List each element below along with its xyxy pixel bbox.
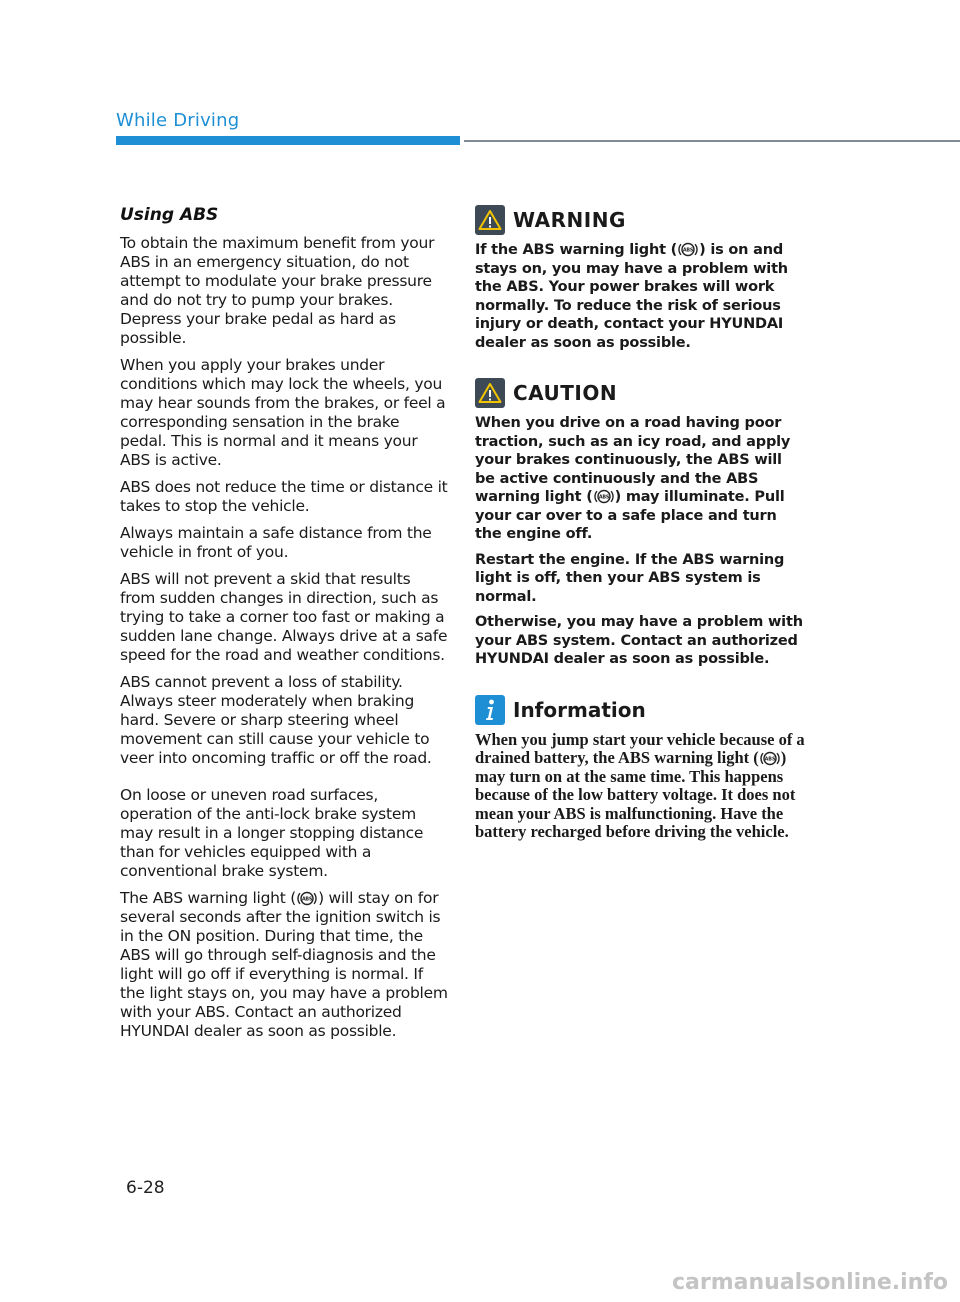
information-title: Information [513, 697, 646, 722]
warning-text: If the ABS warning light ( ABS ) is on and stays on, you may have a problem with the ABS. Your power brakes will work normally. To reduce the risk of serious injury or death, contact your HYUNDAI dealer as soon as possible. [475, 242, 788, 351]
abs-warning-light-icon [677, 241, 699, 258]
right-column [475, 205, 805, 842]
warning-triangle-icon [475, 205, 505, 235]
caution-title: CAUTION [513, 381, 618, 405]
caution-triangle-icon [475, 378, 505, 408]
paragraph: To obtain the maximum benefit from your ABS in an emergency situation, do not attempt to modulate your brake pressure and do not try to pump your brakes. Depress your brake pedal as hard as possible. [120, 234, 435, 347]
info-icon [475, 695, 505, 725]
abs-warning-light-icon [296, 890, 318, 907]
paragraph: ABS cannot prevent a loss of stability. Always steer moderately when braking hard. Severe or sharp steering wheel movement can still cause your vehicle to veer into oncoming traffic or off the road. [120, 673, 432, 767]
using-abs-heading: Using ABS [120, 205, 219, 225]
svg-text:ABS: ABS [682, 248, 694, 254]
svg-text:ABS: ABS [302, 897, 313, 903]
caution-text: When you drive on a road having poor traction, such as an icy road, and apply your brakes continuously, the ABS will be active continuously and the ABS warning light ( ABS ) may illuminate. Pull your car over to a safe place and turn the engine off. [475, 415, 791, 542]
left-column [120, 205, 450, 1049]
svg-text:ABS: ABS [764, 757, 776, 763]
watermark: carmanualsonline.info [672, 1270, 948, 1295]
paragraph: ABS will not prevent a skid that results from sudden changes in direction, such as trying to take a corner too fast or making a sudden lane change. Always drive at a safe speed for the road and weather conditions. [120, 570, 448, 664]
svg-text:ABS: ABS [598, 495, 609, 501]
caution-text: Otherwise, you may have a problem with your ABS system. Contact an authorized HYUNDAI dealer as soon as possible. [475, 614, 803, 667]
header-rule-accent [116, 136, 460, 145]
abs-warning-light-icon [593, 488, 615, 505]
paragraph: When you apply your brakes under conditions which may lock the wheels, you may hear sounds from the brakes, or feel a corresponding sensation in the brake pedal. This is normal and it means your ABS is active. [120, 356, 446, 469]
warning-title: WARNING [513, 208, 626, 232]
paragraph: Always maintain a safe distance from the vehicle in front of you. [120, 524, 432, 561]
caution-box [475, 378, 805, 669]
information-box [475, 695, 805, 842]
warning-box [475, 205, 805, 352]
information-text: When you jump start your vehicle because of a drained battery, the ABS warning light ( ABS ) may turn on at the same time. This happens because of the low battery voltage. It does not mean your ABS is malfunctioning. Have the battery recharged before driving the vehicle. [475, 729, 805, 841]
paragraph: On loose or uneven road surfaces, operation of the anti-lock brake system may result in a longer stopping distance than for vehicles equipped with a conventional brake system. [120, 786, 424, 880]
abs-light-paragraph: The ABS warning light ( ABS ) will stay on for several seconds after the ignition switch is in the ON position. During that time, the ABS will go through self-diagnosis and the light will go off if everything is normal. If the light stays on, you may have a problem with your ABS. Contact an authorized HYUNDAI dealer as soon as possible. [120, 889, 448, 1040]
abs-warning-light-icon [759, 750, 781, 767]
header-rule [464, 140, 960, 142]
page-number: 6-28 [126, 1178, 165, 1198]
paragraph: ABS does not reduce the time or distance it takes to stop the vehicle. [120, 478, 448, 515]
section-title: While Driving [116, 110, 240, 131]
caution-text: Restart the engine. If the ABS warning light is off, then your ABS system is normal. [475, 551, 785, 605]
